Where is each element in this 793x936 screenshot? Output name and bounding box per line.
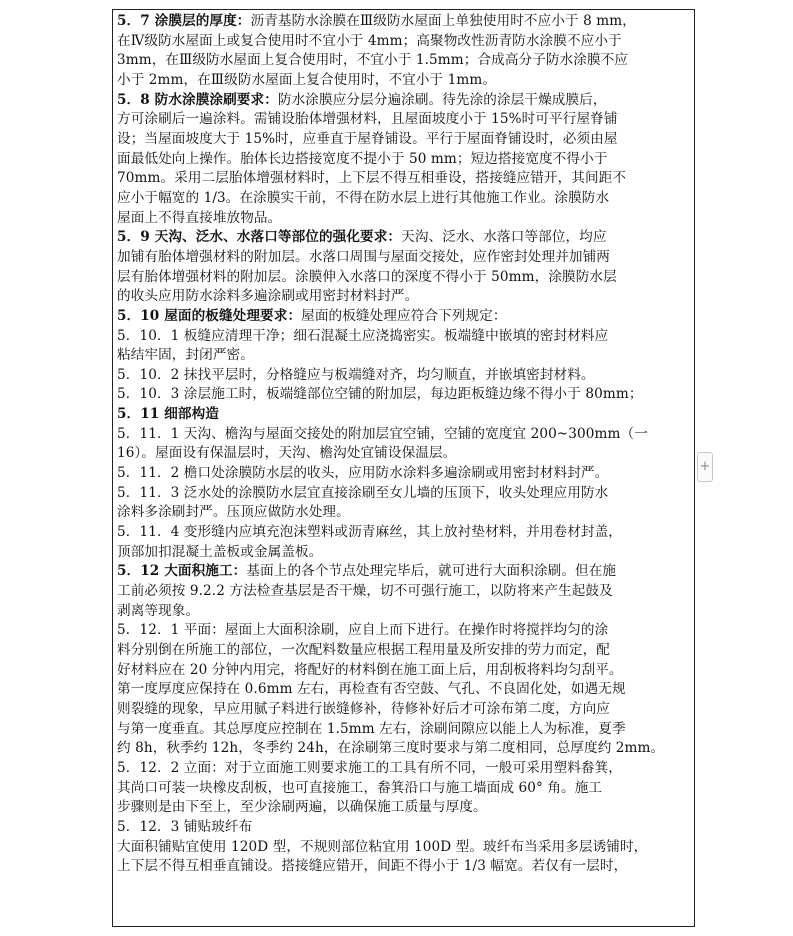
text-line xyxy=(117,543,690,563)
line-text: 5．10．2 抹找平层时，分格缝应与板端缝对齐，均匀顺直，并嵌填密封材料。 xyxy=(117,366,595,383)
line-text: 粘结牢固，封闭严密。 xyxy=(117,347,254,364)
line-text: 天沟、泛水、水落口等部位，均应 xyxy=(401,229,607,246)
line-text: 小于 2mm，在Ⅲ级防水屋面上复合使用时，不宜小于 1mm。 xyxy=(117,71,497,88)
line-text: 好材料应在 20 分钟内用完，将配好的材料倒在施工面上后，用刮板将料均匀刮平。 xyxy=(117,661,623,678)
line-text: 沥青基防水涂膜在Ⅲ级防水屋面上单独使用时不应小于 8 mm， xyxy=(250,13,636,29)
line-text: 则裂缝的现象，早应用腻子料进行嵌缝修补，待修补好后才可涂布第二度，方向应 xyxy=(117,700,610,717)
text-line xyxy=(117,12,690,32)
line-text: 屋面的板缝处理应符合下列规定： xyxy=(301,307,507,324)
text-line xyxy=(117,169,690,189)
line-text: 剥离等现象。 xyxy=(117,602,200,619)
text-line xyxy=(117,425,690,445)
text-line xyxy=(117,798,690,818)
line-text: 5．10．1 板缝应清理干净；细石混凝土应浇捣密实。板端缝中嵌填的密封材料应 xyxy=(117,327,609,344)
text-line xyxy=(117,739,690,759)
text-line xyxy=(117,51,690,71)
line-text: 加铺有胎体增强材料的附加层。水落口周围与屋面交接处，应作密封处理并加铺两 xyxy=(117,248,610,265)
line-text: 70mm。采用二层胎体增强材料时，上下层不得互相垂设，搭接缝应错开，其间距不 xyxy=(117,170,627,187)
line-text: 在Ⅳ级防水屋面上或复合使用时不宜小于 4mm；高聚物改性沥青防水涂膜不应小于 xyxy=(117,32,622,49)
text-line xyxy=(117,110,690,130)
text-line xyxy=(117,228,690,248)
text-line xyxy=(117,248,690,268)
line-text: 层有胎体增强材料的附加层。涂膜伸入水落口的深度不得小于 50mm，涂膜防水层 xyxy=(117,268,617,285)
text-line xyxy=(117,602,690,622)
line-text: 大面积铺贴宜使用 120D 型，不规则部位粘宜用 100D 型。玻纤布当采用多层诱铺时， xyxy=(117,838,648,855)
line-text: 基面上的各个节点处理完毕后，就可进行大面积涂刷。但在施 xyxy=(246,563,617,580)
line-text: 的收头应用防水涂料多遍涂刷或用密封材料封严。 xyxy=(117,288,419,305)
text-line xyxy=(117,130,690,150)
text-line xyxy=(117,680,690,700)
text-line xyxy=(117,503,690,523)
text-line xyxy=(117,189,690,209)
text-line xyxy=(117,661,690,681)
expand-button[interactable]: + xyxy=(697,452,713,482)
line-text: 约 8h，秋季约 12h，冬季约 24h，在涂刷第三度时要求与第二度相同，总厚度约 2mm。 xyxy=(117,740,665,757)
bold-heading: 5．7 涂膜层的厚度： xyxy=(117,13,251,29)
line-text: 第一度厚度应保持在 0.6mm 左右，再检查有否空鼓、气孔、不良固化处，如遇无规 xyxy=(117,681,626,698)
text-line xyxy=(117,700,690,720)
text-line xyxy=(117,405,690,425)
text-line xyxy=(117,150,690,170)
line-text: 设；当屋面坡度大于 15%时，应垂直于屋脊铺设。平行于屋面脊铺设时，必须由屋 xyxy=(117,130,618,147)
text-line xyxy=(117,779,690,799)
text-line xyxy=(117,327,690,347)
text-line xyxy=(117,71,690,91)
text-line xyxy=(117,444,690,464)
line-text: 其尚口可装一块橡皮刮板，也可直接施工，畚箕沿口与施工墙面成 60° 角。施工 xyxy=(117,779,603,796)
text-line xyxy=(117,268,690,288)
bold-heading: 5．11 细部构造 xyxy=(117,406,219,423)
text-line xyxy=(117,385,690,405)
text-line xyxy=(117,464,690,484)
line-text: 16）。屋面设有保温层时，天沟、檐沟处宜铺设保温层。 xyxy=(117,445,457,462)
text-line xyxy=(117,209,690,229)
bold-heading: 5．8 防水涂膜涂刷要求： xyxy=(117,91,278,108)
line-text: 步骤则是由下至上，至少涂刷两遍，以确保施工质量与厚度。 xyxy=(117,799,487,816)
line-text: 与第一度垂直。其总厚度应控制在 1.5mm 左右，涂刷间隙应以能上人为标准，夏季 xyxy=(117,720,626,737)
line-text: 5．12．3 铺贴玻纤布 xyxy=(117,818,253,835)
text-line xyxy=(117,621,690,641)
text-line xyxy=(117,759,690,779)
bold-heading: 5．10 屋面的板缝处理要求： xyxy=(117,307,302,324)
line-text: 5．11．2 檐口处涂膜防水层的收头，应用防水涂料多遍涂刷或用密封材料封严。 xyxy=(117,465,609,482)
text-line xyxy=(117,720,690,740)
line-text: 5．10．3 涂层施工时，板端缝部位空铺的附加层，每边距板缝边缘不得小于 80mm； xyxy=(117,386,643,403)
line-text: 面最低处向上操作。胎体长边搭接宽度不提小于 50 mm；短边搭接宽度不得小于 xyxy=(117,150,608,167)
line-text: 方可涂刷后一遍涂料。需铺设胎体增强材料，且屋面坡度小于 15%时可平行屋脊铺 xyxy=(117,111,618,128)
text-line xyxy=(117,582,690,602)
text-line xyxy=(117,838,690,858)
document-page xyxy=(112,9,695,927)
text-line xyxy=(117,91,690,111)
text-line xyxy=(117,484,690,504)
line-text: 屋面上不得直接堆放物品。 xyxy=(117,209,282,226)
line-text: 3mm，在Ⅲ级防水屋面上复合使用时，不宜小于 1.5mm；合成高分子防水涂膜不应 xyxy=(117,52,629,69)
line-text: 5．11．3 泛水处的涂膜防水层宜直接涂刷至女儿墙的压顶下，收头处理应用防水 xyxy=(117,484,609,501)
text-line xyxy=(117,366,690,386)
text-line xyxy=(117,346,690,366)
text-line xyxy=(117,523,690,543)
line-text: 5．12．1 平面：屋面上大面积涂刷，应自上而下进行。在操作时将搅拌均匀的涂 xyxy=(117,622,609,639)
line-text: 顶部加扣混凝土盖板或金属盖板。 xyxy=(117,543,323,560)
line-text: 5．11．4 变形缝内应填充泡沫塑料或沥青麻丝，其上放衬垫材料，并用卷材封盖， xyxy=(117,524,623,541)
text-line xyxy=(117,641,690,661)
text-line xyxy=(117,287,690,307)
text-line xyxy=(117,857,690,877)
line-text: 应小于幅宽的 1/3。在涂膜实干前，不得在防水层上进行其他施工作业。涂膜防水 xyxy=(117,189,610,206)
text-line xyxy=(117,32,690,52)
line-text: 防水涂膜应分层分遍涂刷。待先涂的涂层干燥成膜后， xyxy=(277,91,607,108)
line-text: 工前必须按 9.2.2 方法检查基层是否干燥，切不可强行施工，以防将来产生起鼓及 xyxy=(117,583,613,600)
line-text: 5．12．2 立面：对于立面施工则要求施工的工具有所不同，一般可采用塑料畚箕， xyxy=(117,759,623,776)
text-line xyxy=(117,307,690,327)
line-text: 5．11．1 天沟、檐沟与屋面交接处的附加层宜空铺，空铺的宽度宜 200~300mm（一 xyxy=(117,425,648,442)
line-text: 上下层不得互相垂直铺设。搭接缝应错开，间距不得小于 1/3 幅宽。若仅有一层时， xyxy=(117,858,628,875)
text-line xyxy=(117,562,690,582)
line-text: 涂料多涂刷封严。压顶应做防水处理。 xyxy=(117,504,350,521)
text-line xyxy=(117,818,690,838)
bold-heading: 5．12 大面积施工： xyxy=(117,563,247,580)
bold-heading: 5．9 天沟、泛水、水落口等部位的强化要求： xyxy=(117,229,402,246)
line-text: 料分别倒在所施工的部位，一次配料数量应根据工程用量及所安排的劳力而定，配 xyxy=(117,642,610,658)
